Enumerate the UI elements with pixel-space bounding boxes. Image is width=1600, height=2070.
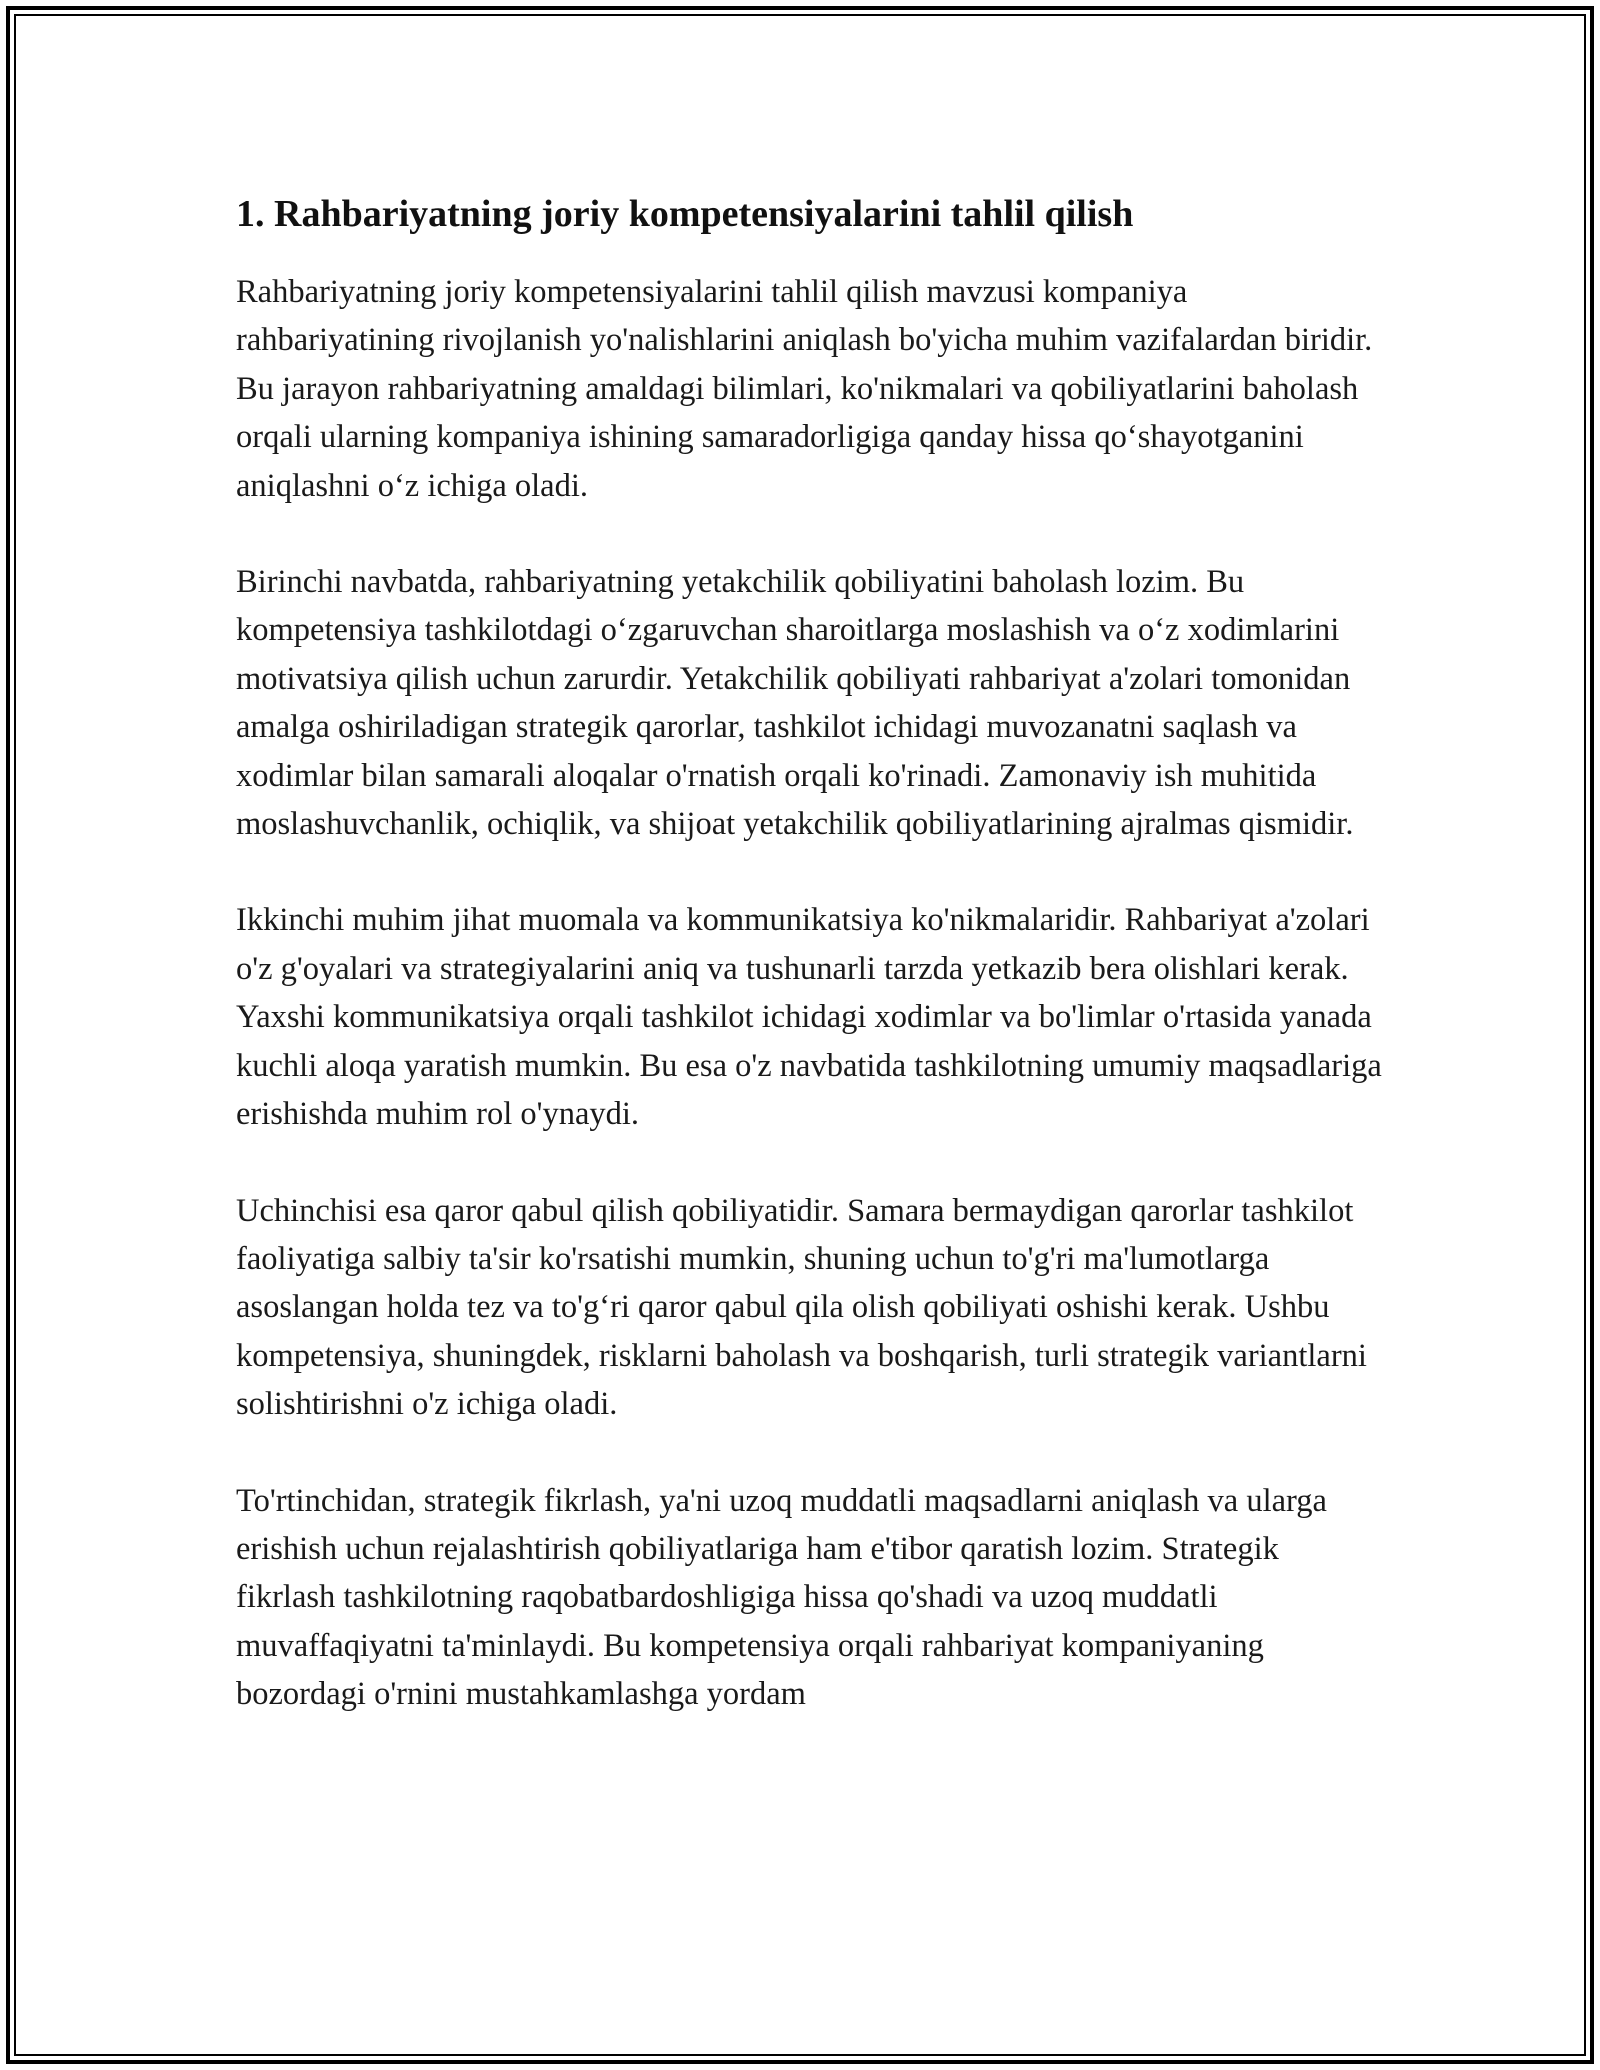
paragraph-communication: Ikkinchi muhim jihat muomala va kommunikatsiya ko'nikmalaridir. Rahbariyat a'zolari o'z g'oyalari va strategiyalarini aniq va tushunarli tarzda yetkazib bera olishlari kerak. Yaxshi kommunikatsiya orqali tashkilot ichidagi xodimlar va bo'limlar o'rtasida yanada kuchli aloqa yaratish mumkin. Bu esa o'z navbatida tashkilotning umumiy maqsadlariga erishishda muhim rol o'ynaydi. (236, 902, 1382, 1133)
paragraph-leadership: Birinchi navbatda, rahbariyatning yetakchilik qobiliyatini baholash lozim. Bu kompetensiya tashkilotdagi o‘zgaruvchan sharoitlarga moslashish va o‘z xodimlarini motivatsiya qilish uchun zarurdir. Yetakchilik qobiliyati rahbariyat a'zolari tomonidan amalga oshiriladigan strategik qarorlar, tashkilot ichidagi muvozanatni saqlash va xodimlar bilan samarali aloqalar o'rnatish orqali ko'rinadi. Zamonaviy ish muhitida moslashuvchanlik, ochiqlik, va shijoat yetakchilik qobiliyatlarining ajralmas qismidir. (236, 564, 1354, 843)
document-page (236, 186, 1386, 1767)
section-title: 1. Rahbariyatning joriy kompetensiyalarini tahlil qilish (236, 193, 1134, 235)
paragraph-intro: Rahbariyatning joriy kompetensiyalarini tahlil qilish mavzusi kompaniya rahbariyatining rivojlanish yo'nalishlarini aniqlash bo'yicha muhim vazifalardan biridir. Bu jarayon rahbariyatning amaldagi bilimlari, ko'nikmalari va qobiliyatlarini baholash orqali ularning kompaniya ishining samaradorligiga qanday hissa qo‘shayotganini aniqlashni o‘z ichiga oladi. (236, 274, 1373, 504)
paragraph-decision-making: Uchinchisi esa qaror qabul qilish qobiliyatidir. Samara bermaydigan qarorlar tashkilot faoliyatiga salbiy ta'sir ko'rsatishi mumkin, shuning uchun to'g'ri ma'lumotlarga asoslangan holda tez va to'g‘ri qaror qabul qila olish qobiliyati oshishi kerak. Ushbu kompetensiya, shuningdek, risklarni baholash va boshqarish, turli strategik variantlarni solishtirishni o'z ichiga oladi. (236, 1192, 1367, 1423)
paragraph-strategic-thinking: To'rtinchidan, strategik fikrlash, ya'ni uzoq muddatli maqsadlarni aniqlash va ularga erishish uchun rejalashtirish qobiliyatlariga ham e'tibor qaratish lozim. Strategik fikrlash tashkilotning raqobatbardoshligiga hissa qo'shadi va uzoq muddatli muvaffaqiyatni ta'minlaydi. Bu kompetensiya orqali rahbariyat kompaniyaning bozordagi o'rnini mustahkamlashga yordam (236, 1482, 1327, 1713)
